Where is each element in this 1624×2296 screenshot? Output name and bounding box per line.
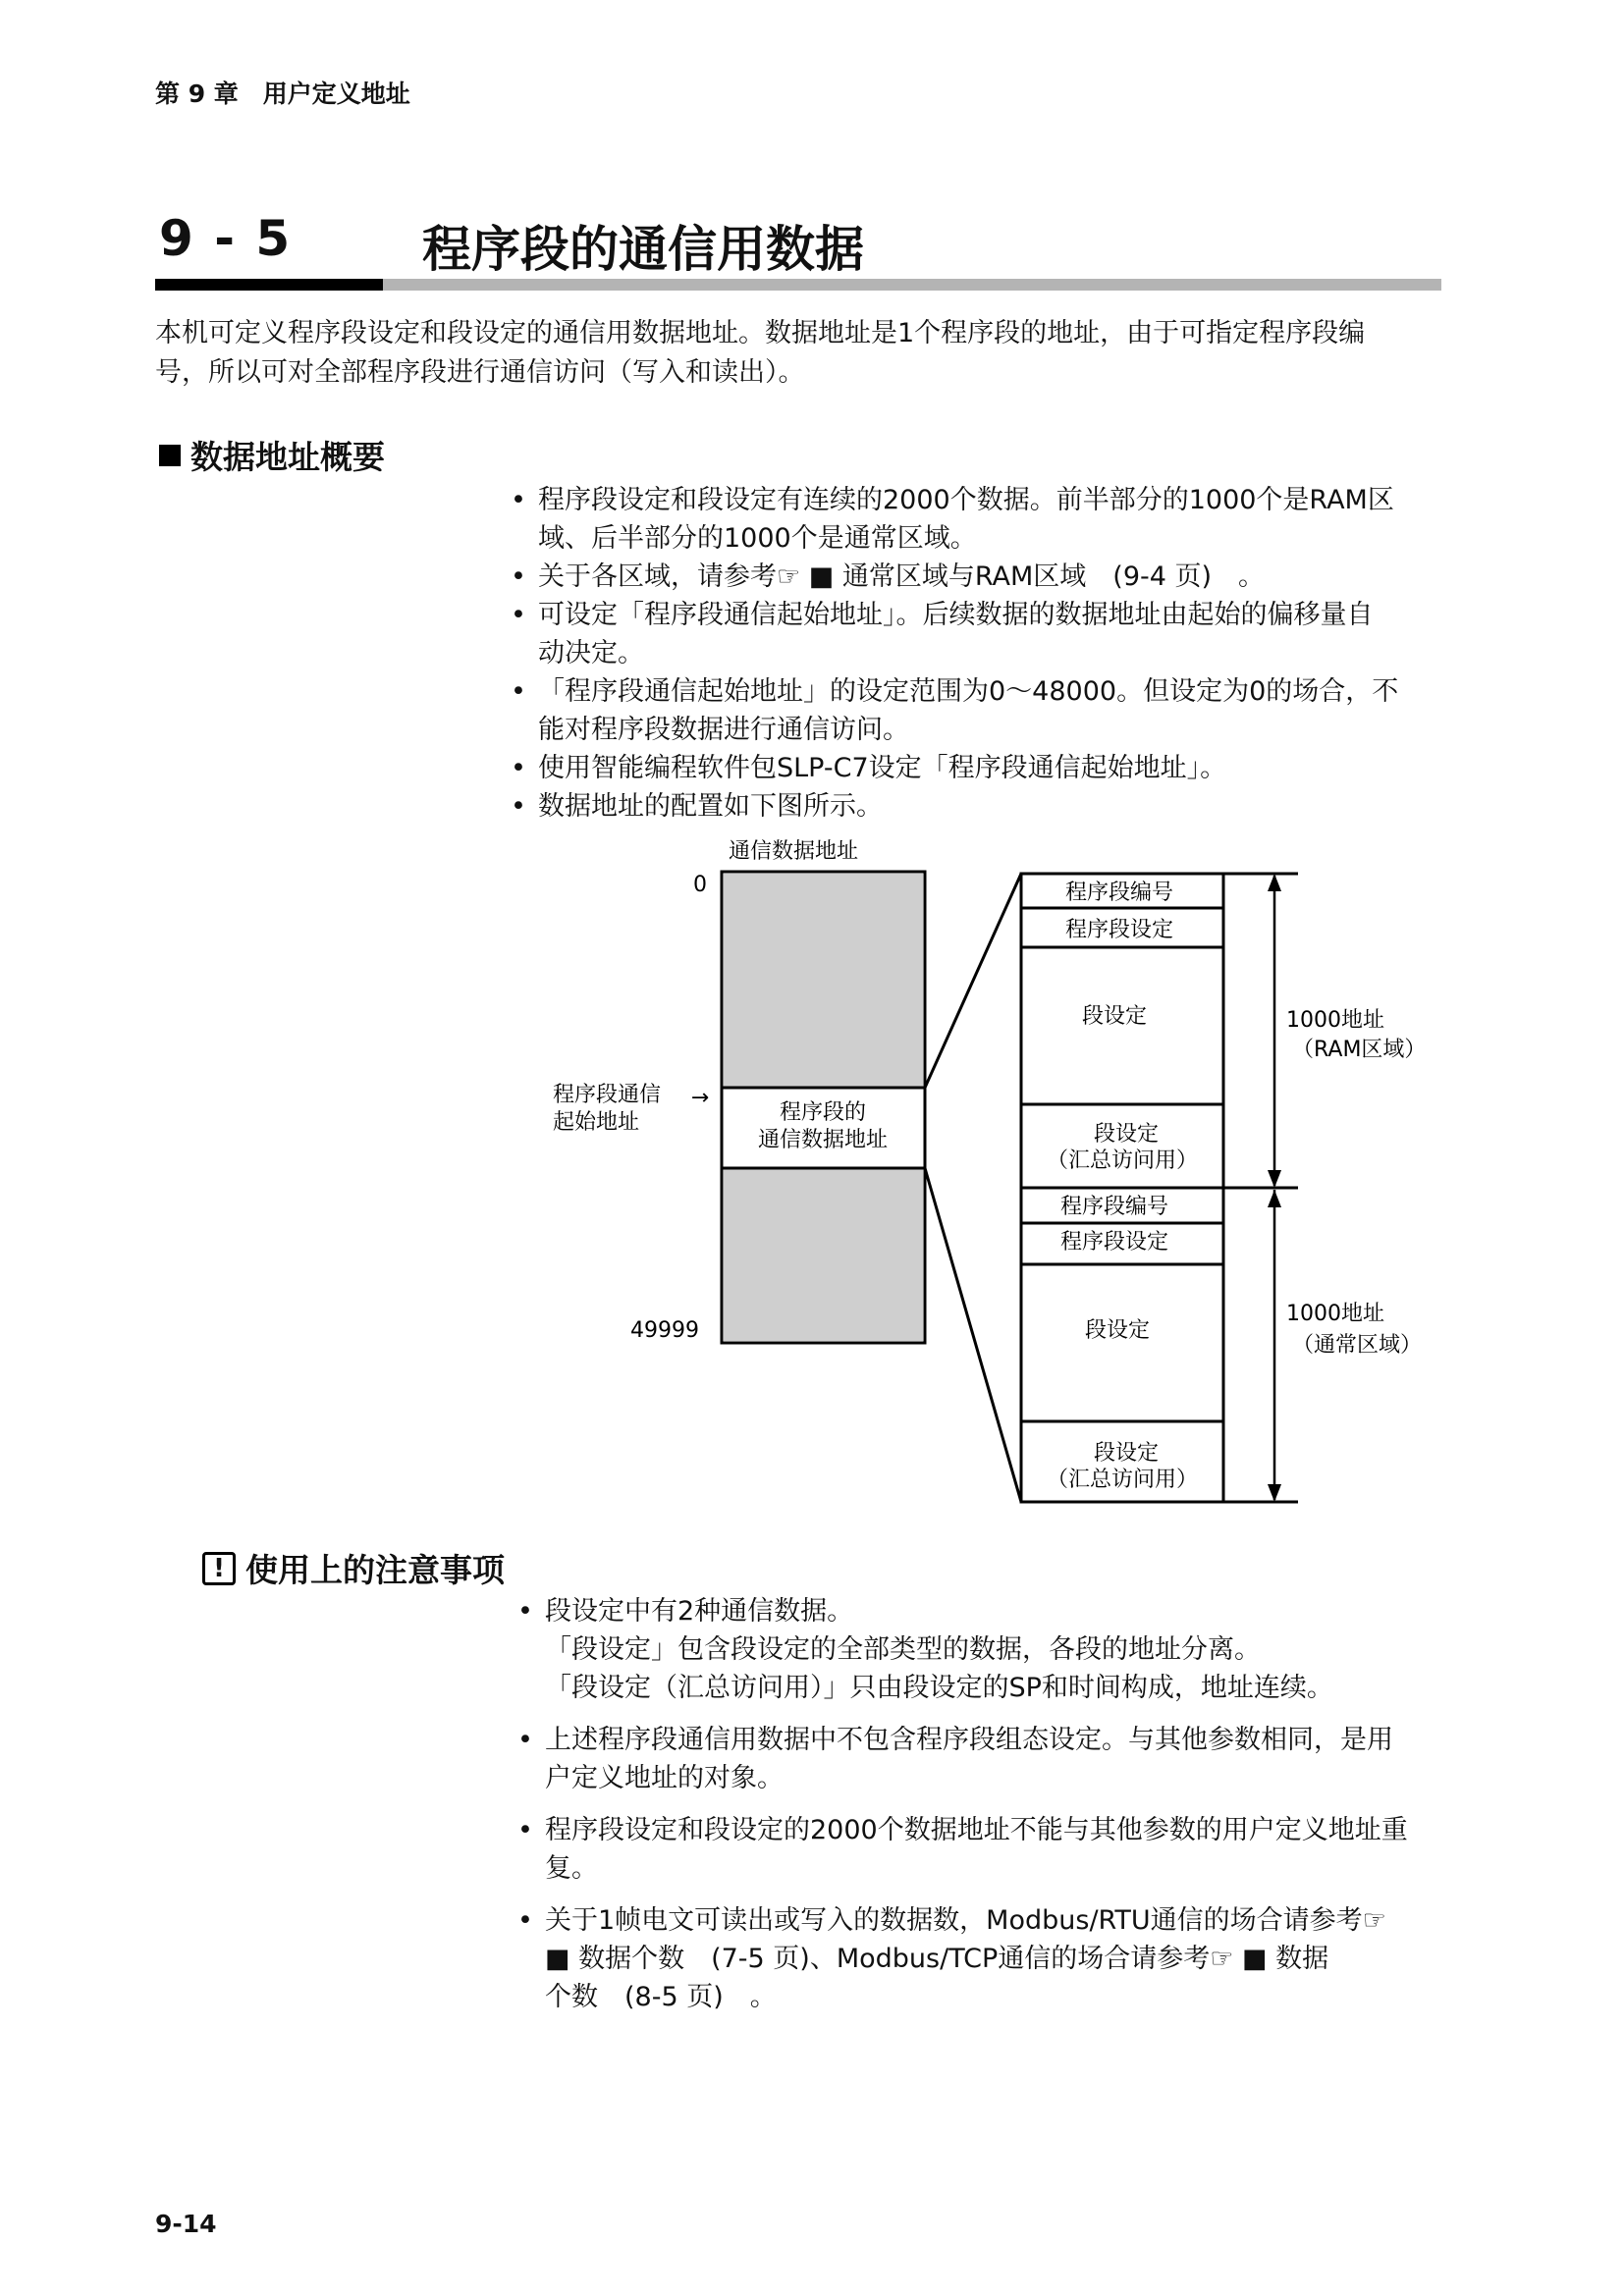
block-label: 程序段编号 [1064,881,1174,905]
arrowhead-icon [1268,1170,1281,1188]
column-shade-top [724,874,923,1088]
block-label: （汇总访问用） [1046,1148,1199,1173]
chapter-header: 第 9 章 用户定义地址 [155,80,410,108]
block-label: 段设定 [1084,1318,1151,1343]
intro-line: 号，所以可对全部程序段进行通信访问（写入和读出）。 [155,357,805,388]
block-label: 程序段编号 [1059,1195,1169,1219]
overview-heading-text: 数据地址概要 [190,438,385,476]
ram-range-label: （RAM区域） [1292,1038,1427,1062]
ram-range-label: 1000地址 [1286,1008,1384,1033]
list-item: • 程序段设定和段设定的2000个数据地址不能与其他参数的用户定义地址重 复。 [517,1815,1408,1884]
block-label: （汇总访问用） [1046,1468,1199,1492]
arrowhead-icon [1268,1190,1281,1207]
warning-icon: ! [202,1552,236,1585]
pointer-label: 起始地址 [553,1110,640,1135]
column-title: 通信数据地址 [728,839,859,864]
mid-block-label: 程序段的 [779,1100,867,1125]
list-item: • 程序段设定和段设定有连续的2000个数据。前半部分的1000个是RAM区 域、后半部分的1000个是通常区域。 [511,485,1394,554]
caution-heading [202,1545,505,1591]
section-number: 9 - 5 [159,210,293,267]
column-shade-bottom [724,1168,923,1341]
list-item: • 段设定中有2种通信数据。 「段设定」包含段设定的全部类型的数据，各段的地址分离。 「段设定（汇总访问用）」只由段设定的SP和时间构成，地址连续。 [517,1596,1333,1703]
block-label: 程序段设定 [1064,918,1174,942]
address-end: 49999 [630,1318,699,1343]
list-item: • 上述程序段通信用数据中不包含程序段组态设定。与其他参数相同，是用 户定义地址的对象。 [517,1725,1393,1793]
cross-reference-link[interactable]: 关于各区域，请参考☞ ■ 通常区域与RAM区域 (9-4 页) 。 [538,561,1266,592]
list-item: • 「程序段通信起始地址」的设定范围为0～48000。但设定为0的场合，不 能对程序段数据进行通信访问。 [511,676,1399,745]
intro-line: 本机可定义程序段设定和段设定的通信用数据地址。数据地址是1个程序段的地址，由于可指定程序段编 [155,318,1366,348]
block-label: 程序段设定 [1059,1230,1169,1255]
pointer-arrow: → [690,1086,710,1110]
pointer-label: 程序段通信 [553,1083,662,1107]
normal-range-label: （通常区域） [1292,1333,1423,1358]
address-start: 0 [693,873,707,897]
mid-block-label: 通信数据地址 [757,1128,889,1152]
section-title: 程序段的通信用数据 [422,221,864,278]
list-item: • 可设定「程序段通信起始地址」。后续数据的数据地址由起始的偏移量自 动决定。 [511,600,1374,668]
list-item: • 关于1帧电文可读出或写入的数据数，Modbus/RTU通信的场合请参考☞ ■ 数据个数 (7-5 页)、Modbus/TCP通信的场合请参考☞ ■ 数据 个数 (8-5 页) 。 [517,1901,1460,2016]
normal-range-label: 1000地址 [1286,1302,1384,1326]
arrowhead-icon [1268,1484,1281,1502]
list-item: • 数据地址的配置如下图所示。 [511,791,883,822]
page-number: 9-14 [155,2210,217,2238]
block-label: 段设定 [1093,1122,1160,1147]
arrowhead-icon [1268,874,1281,891]
caution-heading-text: 使用上的注意事项 [245,1551,505,1589]
block-label: 段设定 [1081,1004,1148,1029]
caution-list [517,1592,1460,2016]
cross-reference-link[interactable]: ■ 数据个数 (7-5 页)、Modbus/TCP通信的场合请参考☞ ■ 数据 [545,1944,1329,1974]
cross-reference-link[interactable]: 关于1帧电文可读出或写入的数据数，Modbus/RTU通信的场合请参考☞ [545,1905,1386,1936]
block-label: 段设定 [1093,1441,1160,1466]
list-item: • 使用智能编程软件包SLP-C7设定「程序段通信起始地址」。 [511,753,1227,783]
list-item: • 关于各区域，请参考☞ ■ 通常区域与RAM区域 (9-4 页) 。 [511,558,1453,596]
